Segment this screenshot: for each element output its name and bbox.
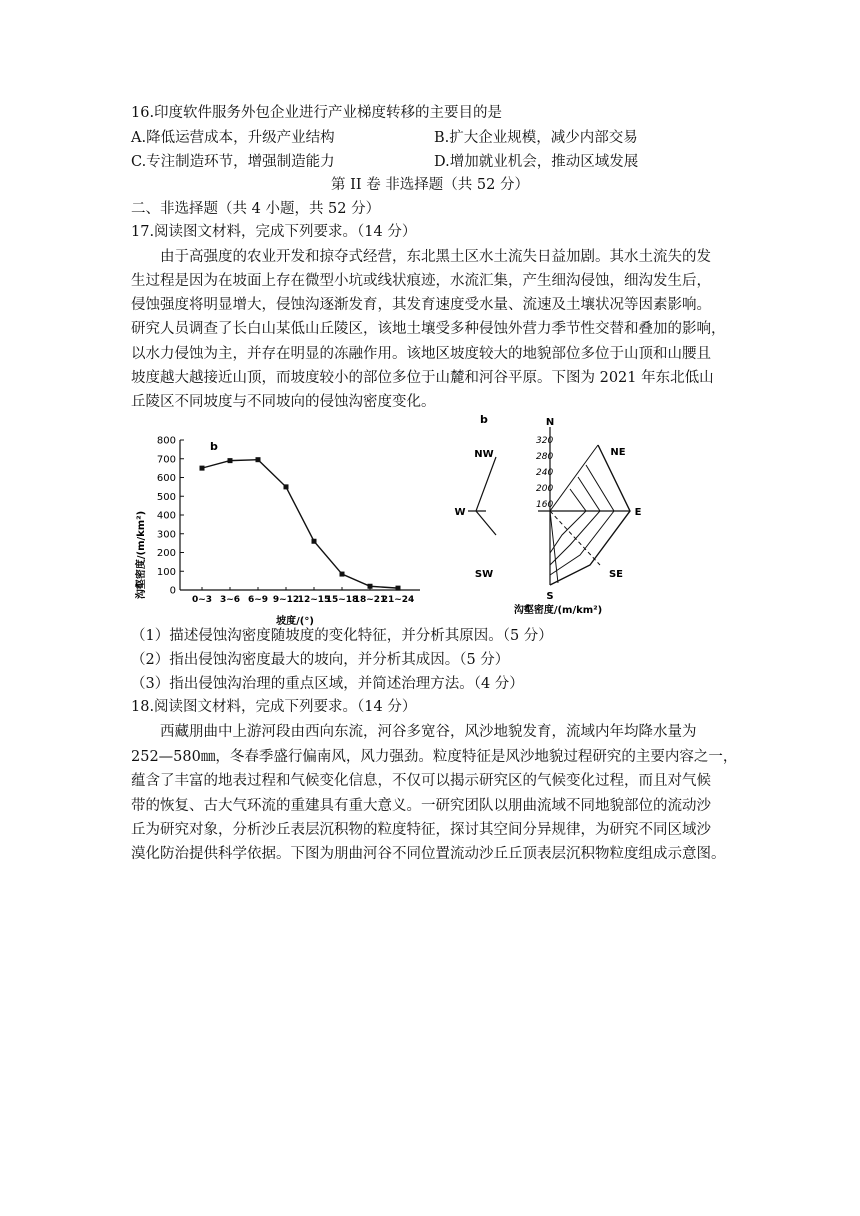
direction-label: N [545, 417, 555, 428]
q17-para-line: 由于高强度的农业开发和掠夺式经营，东北黑土区水土流失日益加剧。其水土流失的发 [160, 249, 711, 265]
x-tick-label: 3~6 [219, 595, 241, 605]
x-tick-label: 18~21 [353, 595, 387, 605]
data-point [368, 584, 373, 589]
x-tick-label: 0~3 [191, 595, 213, 605]
y-tick-label: 400 [156, 510, 176, 522]
direction-label: SE [608, 569, 624, 580]
q17-question-3: （3）指出侵蚀沟治理的重点区域，并简述治理方法。（4 分） [131, 676, 524, 692]
q16-option-b: B.扩大企业规模，减少内部交易 [434, 130, 638, 146]
q16-option-a: A.降低运营成本，升级产业结构 [131, 130, 335, 146]
q18-para-line: 252—580㎜，冬春季盛行偏南风，风力强劲。粒度特征是风沙地貌过程研究的主要内容之一， [131, 749, 738, 765]
q18-stem: 18.阅读图文材料，完成下列要求。（14 分） [131, 699, 417, 715]
data-point [228, 458, 233, 463]
y-tick-label: 300 [156, 529, 176, 541]
data-point [200, 466, 205, 471]
data-point [312, 539, 317, 544]
panel-label: b [480, 413, 488, 426]
q17-para-line: 侵蚀强度将明显增大，侵蚀沟逐渐发育，其发育速度受水量、流速及土壤状况等因素影响。 [131, 297, 711, 313]
direction-label: SW [474, 569, 494, 580]
inner-polygon-2 [550, 477, 600, 565]
density-unit-label: 沟壑密度/(m/km²) [513, 605, 603, 616]
direction-label: E [634, 507, 642, 518]
aspect-density-chart [440, 405, 660, 620]
density-line [202, 460, 398, 588]
y-tick-label: 800 [156, 435, 176, 447]
radial-tick-label: 320 [536, 436, 554, 446]
x-tick-label: 9~12 [272, 595, 300, 605]
slope-density-chart [130, 430, 430, 630]
q17-question-2: （2）指出侵蚀沟密度最大的坡向，并分析其成因。（5 分） [131, 652, 510, 668]
y-tick-label: 500 [156, 491, 176, 503]
q16-option-c: C.专注制造环节，增强制造能力 [131, 154, 335, 170]
radial-tick-label: 240 [536, 468, 554, 478]
radial-tick-label: 160 [536, 500, 554, 510]
radial-tick-label: 280 [536, 452, 554, 462]
x-tick-label: 12~15 [297, 595, 331, 605]
q17-question-1: （1）描述侵蚀沟密度随坡度的变化特征，并分析其原因。（5 分） [131, 628, 553, 644]
y-axis-label: 沟壑密度/(m/km²) [136, 510, 147, 600]
data-point [340, 572, 345, 577]
direction-label: S [546, 591, 554, 602]
y-tick-label: 100 [156, 566, 176, 578]
ne-ray [550, 445, 598, 511]
q16-option-d: D.增加就业机会，推动区域发展 [434, 154, 639, 170]
nw-w-outline [476, 457, 496, 535]
q17-para-line: 研究人员调查了长白山某低山丘陵区，该地土壤受多种侵蚀外营力季节性交替和叠加的影响， [131, 321, 726, 337]
y-tick-label: 0 [169, 585, 176, 597]
x-tick-label: 6~9 [247, 595, 269, 605]
q18-para-line: 带的恢复、古大气环流的重建具有重大意义。一研究团队以朋曲流域不同地貌部位的流动沙 [131, 798, 711, 814]
q17-para-line: 以水力侵蚀为主，并存在明显的冻融作用。该地区坡度较大的地貌部位多位于山顶和山腰且 [131, 346, 711, 362]
y-tick-label: 700 [156, 454, 176, 466]
section-subtitle: 二、非选择题（共 4 小题，共 52 分） [131, 201, 381, 217]
data-point [396, 586, 401, 591]
x-axis-label: 坡度/(°) [276, 616, 314, 627]
direction-label: NW [474, 449, 494, 460]
q18-para-line: 丘为研究对象，分析沙丘表层沉积物的粒度特征，探讨其空间分异规律，为研究不同区域沙 [131, 822, 711, 838]
x-tick-label: 21~24 [381, 595, 415, 605]
q17-stem: 17.阅读图文材料，完成下列要求。（14 分） [131, 224, 417, 240]
q18-para-line: 漠化防治提供科学依据。下图为朋曲河谷不同位置流动沙丘丘顶表层沉积物粒度组成示意图。 [131, 846, 726, 862]
q18-para-line: 西藏朋曲中上游河段由西向东流，河谷多宽谷，风沙地貌发育，流域内年均降水量为 [160, 724, 697, 740]
y-tick-label: 600 [156, 473, 176, 484]
radial-tick-label: 200 [536, 484, 554, 494]
ne-e-se-outline [550, 445, 630, 585]
x-tick-label: 15~18 [325, 595, 359, 605]
data-point [256, 457, 261, 462]
panel-label: b [210, 440, 218, 453]
q18-para-line: 蕴含了丰富的地表过程和气候变化信息，不仅可以揭示研究区的气候变化过程，而且对气候 [131, 773, 711, 789]
direction-label: NE [610, 447, 626, 458]
q17-para-line: 丘陵区不同坡度与不同坡向的侵蚀沟密度变化。 [131, 394, 436, 410]
q17-para-line: 坡度越大越接近山顶，而坡度较小的部位多位于山麓和河谷平原。下图为 2021 年东北低山 [131, 370, 714, 386]
data-point [284, 484, 289, 489]
section-title: 第 II 卷 非选择题（共 52 分） [331, 177, 529, 193]
q17-para-line: 生过程是因为在坡面上存在微型小坑或线状痕迹，水流汇集，产生细沟侵蚀，细沟发生后， [131, 273, 711, 289]
y-tick-label: 200 [156, 548, 176, 559]
inner-polygon-1 [550, 465, 614, 575]
direction-label: W [454, 507, 466, 518]
q16-stem: 16.印度软件服务外包企业进行产业梯度转移的主要目的是 [131, 105, 503, 121]
